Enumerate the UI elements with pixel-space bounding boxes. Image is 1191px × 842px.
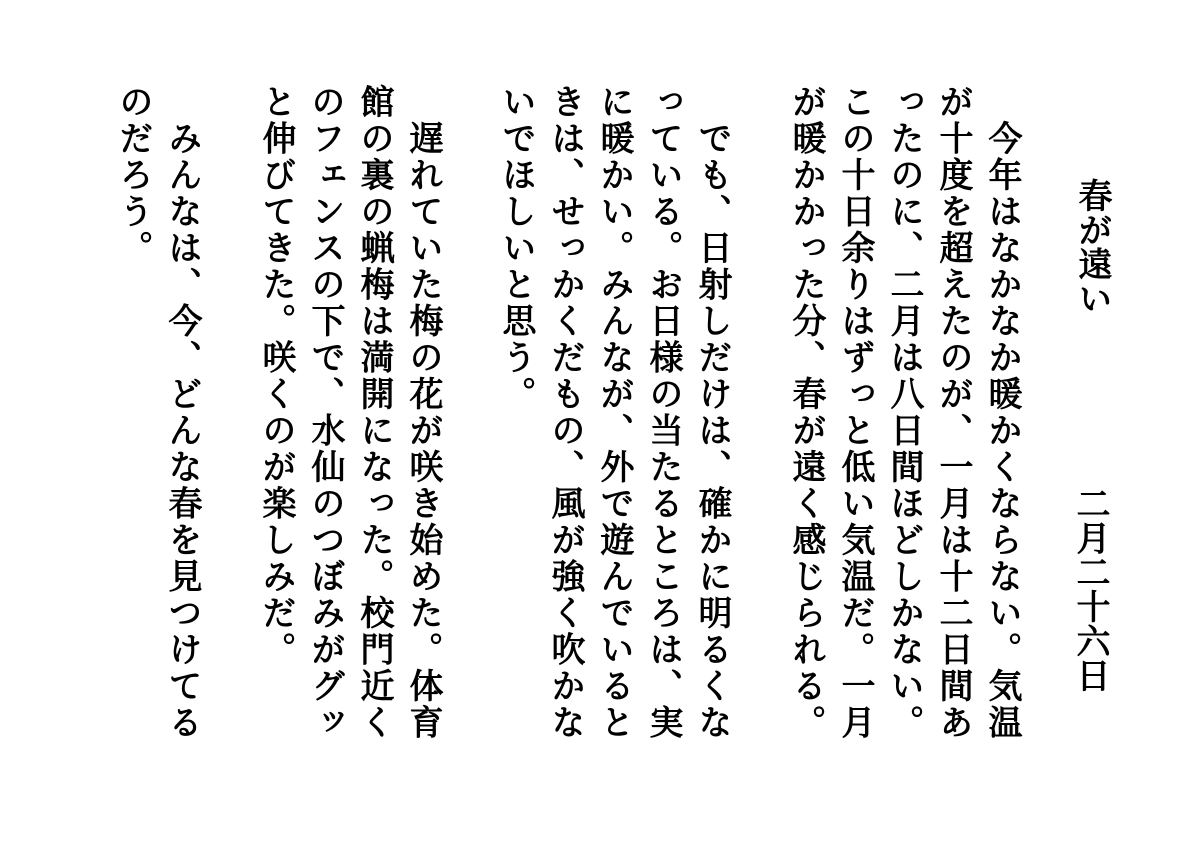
paragraph-1: 今年はなかなか暖かくならない。気温が十度を超えたのが、一月は十二日間あったのに、二月は八日間ほどしかない。この十日余りはずっと低い気温だ。一月が暖かかった分、春が遠く感じられる。 (786, 84, 1022, 741)
document-date: 二月二十六日 (1070, 486, 1110, 693)
paragraph-3: 遅れていた梅の花が咲き始めた。体育館の裏の蝋梅は満開になった。校門近くのフェンスの下で、水仙のつぼみがグッと伸びてきた。咲くのが楽しみだ。 (256, 84, 443, 741)
document-title: 春が遠い (1072, 178, 1112, 316)
paragraph-2: でも、日射しだけは、確かに明るくなっている。お日様の当たるところは、実に暖かい。みんなが、外で遊んでいるときは、せっかくだもの、風が強く吹かないでほしいと思う。 (496, 84, 732, 741)
paragraph-4: みんなは、今、どんな春を見つけてるのだろう。 (113, 84, 202, 741)
